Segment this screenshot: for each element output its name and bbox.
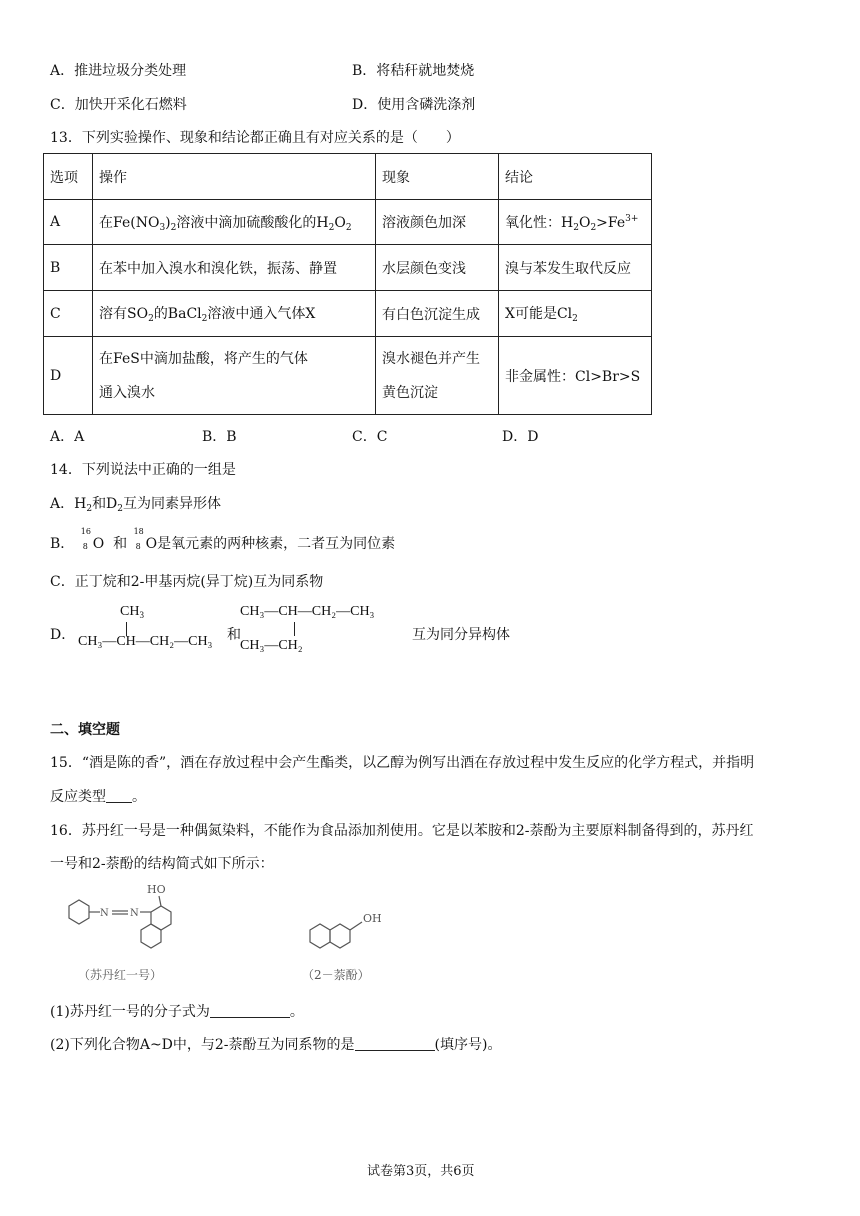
table-row [44, 291, 652, 337]
row-b-conclusion: 溴与苯发生取代反应 [499, 245, 652, 291]
atom-n1: N [100, 908, 109, 919]
structure-2-main: CH₃—CH—CH₂—CH₃ [240, 604, 375, 619]
q14-option-d-text: 互为同分异构体 [412, 627, 510, 643]
hydroxyl-label-oh: OH [363, 912, 382, 925]
row-b-phenomenon: 水层颜色变浅 [376, 245, 499, 291]
table-row [44, 245, 652, 291]
q14-option-d-and: 和 [227, 627, 241, 643]
q15-line1: 15．“酒是陈的香”，酒在存放过程中会产生酯类，以乙醇为例写出酒在存放过程中发生反应的化学方程式，并指明 [50, 755, 755, 771]
header-conclusion: 结论 [499, 154, 652, 200]
section-title: 二、填空题 [50, 722, 120, 738]
q13-stem: 13．下列实验操作、现象和结论都正确且有对应关系的是（ ） [50, 130, 460, 146]
row-b-option: B [44, 245, 93, 291]
q14-option-a: A．$H_2$和$D_2$互为同素异形体 [50, 496, 222, 514]
header-operation: 操作 [93, 154, 376, 200]
row-c-conclusion: X可能是$Cl_2$ [499, 291, 652, 337]
row-c-phenomenon: 有白色沉淀生成 [376, 291, 499, 337]
q14-option-b: B． 16 8 O 和 18 8 O是氧元素的两种核素，二者互为同位素 [50, 527, 396, 552]
row-b-operation: 在苯中加入溴水和溴化铁，振荡、静置 [93, 245, 376, 291]
structure-2-bond [294, 622, 295, 636]
sudan-i-caption: （苏丹红一号） [78, 968, 163, 982]
q15-answer-blank[interactable] [106, 802, 132, 803]
q14-option-d-label: D． [50, 627, 76, 643]
structure-1-methyl: $CH_3$ [120, 604, 144, 620]
q12-option-b: B．将秸秆就地焚烧 [352, 63, 475, 79]
q12-option-c: C．加快开采化石燃料 [50, 97, 187, 113]
q13-choice-c: C．C [352, 429, 388, 445]
q16-part1-blank[interactable] [210, 1017, 290, 1018]
row-c-option: C [44, 291, 93, 337]
table-row [44, 200, 652, 245]
q14-option-c: C．正丁烷和2-甲基丙烷(异丁烷)互为同系物 [50, 574, 324, 590]
q12-option-a: A．推进垃圾分类处理 [50, 63, 187, 79]
header-phenomenon: 现象 [376, 154, 499, 200]
structure-2-branch: CH₃—CH₂ [240, 638, 303, 653]
table-row [44, 337, 652, 415]
atom-n2: N [130, 908, 139, 919]
row-d-operation: 在FeS中滴加盐酸，将产生的气体 通入溴水 [93, 337, 376, 415]
q12-option-d: D．使用含磷洗涤剂 [352, 97, 476, 113]
row-a-operation: 在$Fe(NO_3)_2$溶液中滴加硫酸酸化的$H_2O_2$ [93, 200, 376, 245]
naphthol-structure [300, 900, 400, 965]
table-header-row [44, 154, 652, 200]
sudan-i-structure [55, 876, 215, 961]
isotope-mass-16: 16 [80, 527, 91, 536]
row-d-phenomenon: 溴水褪色并产生 黄色沉淀 [376, 337, 499, 415]
q16-part2-blank[interactable] [355, 1050, 435, 1051]
q13-choice-a: A．A [50, 429, 85, 445]
isotope-number-8: 8 [82, 542, 88, 551]
q16-line1: 16．苏丹红一号是一种偶氮染料，不能作为食品添加剂使用。它是以苯胺和2-萘酚为主要原料制备得到的，苏丹红 [50, 823, 754, 839]
row-d-option: D [44, 337, 93, 415]
row-a-conclusion: 氧化性：$H_2O_2>Fe^{3+}$ [499, 200, 652, 245]
q16-part1: (1)苏丹红一号的分子式为 。 [50, 1004, 304, 1020]
row-a-option: A [44, 200, 93, 245]
q13-choice-d: D．D [502, 429, 539, 445]
q13-table [43, 153, 652, 415]
hydroxyl-label-ho: HO [147, 883, 166, 896]
q15-line2: 反应类型 。 [50, 789, 146, 805]
q16-part2: (2)下列化合物A~D中，与2-萘酚互为同系物的是 (填序号)。 [50, 1037, 502, 1053]
row-c-operation: 溶有$SO_2$的BaCl$_2$溶液中通入气体X [93, 291, 376, 337]
structure-1-main: CH₃—CH—CH₂—CH₃ [78, 634, 213, 649]
page-footer: 试卷第3页，共6页 [367, 1164, 475, 1179]
q14-stem: 14．下列说法中正确的一组是 [50, 462, 236, 478]
q13-choice-b: B．B [202, 429, 237, 445]
header-option: 选项 [44, 154, 93, 200]
row-d-conclusion: 非金属性：Cl>Br>S [499, 337, 652, 415]
naphthol-caption: （2－萘酚） [302, 968, 370, 982]
isotope-number-8b: 8 [135, 542, 141, 551]
isotope-mass-18: 18 [133, 527, 144, 536]
q16-line2: 一号和2-萘酚的结构简式如下所示： [50, 856, 274, 872]
row-a-phenomenon: 溶液颜色加深 [376, 200, 499, 245]
